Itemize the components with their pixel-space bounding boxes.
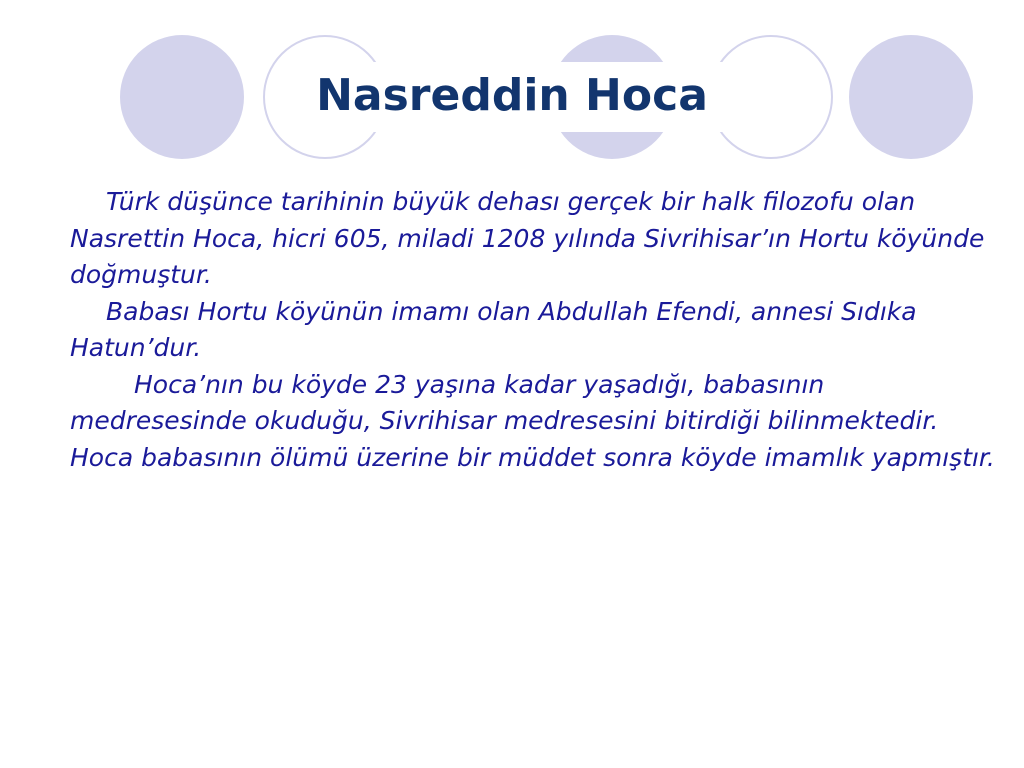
paragraph-birth: Türk düşünce tarihinin büyük dehası gerçek bir halk filozofu olan Nasrettin Hoca, hicri 605, miladi 1208 yılında Sivrihisar’ın Hortu köyünde doğmuştur. bbox=[70, 187, 985, 289]
paragraph-education: Hoca’nın bu köyde 23 yaşına kadar yaşadığı, babasının medresesinde okuduğu, Sivrihisar medresesini bitirdiği bilinmektedir. Hoca babasının ölümü üzerine bir müddet sonra köyde imamlık yapmıştır. bbox=[70, 369, 995, 472]
paragraph-parents: Babası Hortu köyünün imamı olan Abdullah Efendi, annesi Sıdıka Hatun’dur. bbox=[70, 296, 917, 362]
slide-title: Nasreddin Hoca bbox=[316, 70, 708, 121]
slide-body bbox=[70, 184, 1000, 476]
